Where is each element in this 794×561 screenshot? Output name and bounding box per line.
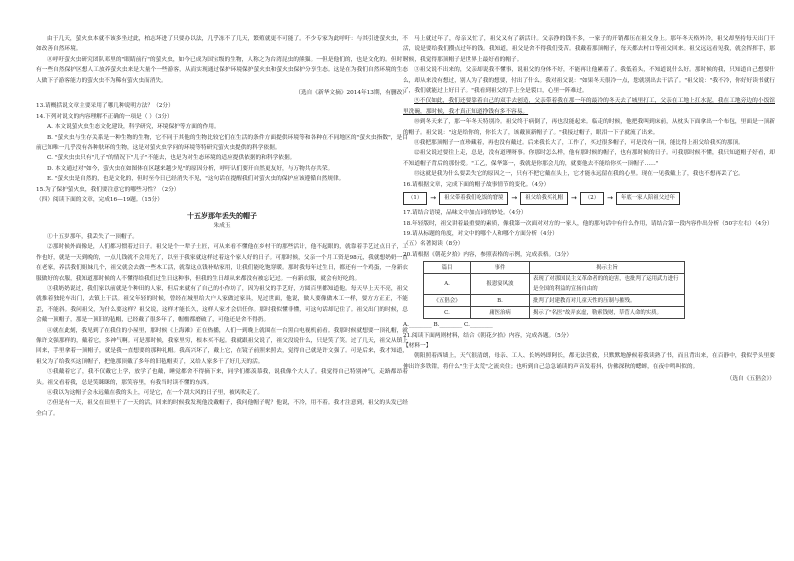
passage-paragraph: 由于几天，萤火虫本就不该多坐过此，柏志坏进了只要办以法，几乎冻不了几天，繁殖就更不可能了。不少专家为此呼吁：与其引进萤火虫，不如改善自然环境。 (36, 36, 408, 53)
table-row (424, 307, 685, 319)
flow-box-3: 年底一家人陪祖父过年 (616, 192, 680, 205)
underlined-paragraph: ⑨不仅如此，我们还要靠着自己的双手去创造，父亲带着我在那一年的最冷的冬天去了城里打工，父亲在工地上扛水泥，我在工地旁边的小饭馆里洗碗，那时候，我才真正知道挣钱有多不容易。 (403, 98, 775, 115)
story-author: 朱成玉 (213, 222, 231, 229)
arrow-right-icon: → (511, 194, 518, 203)
story-title: 十五岁那年丢失的帽子 (187, 210, 257, 220)
story-paragraph: ⑪我把那顶帽子一直珍藏着，再也没有戴过。后来我长大了，工作了，买过很多帽子，可是没有一顶，能比得上祖父给我买的那顶。 (414, 140, 744, 147)
flow-blank-1: （1） (403, 192, 427, 205)
answer-table (423, 261, 685, 319)
story-paragraph: 马上就过年了，母亲又忙了，祖父又有了新活计。父亲挣的钱不多，一家子的开销都压在祖父身上。那年冬天格外冷，祖父却坚持每天出门干活，说是要给我们攒点过年的钱。我知道，祖父是舍不得我们受苦。我戴着那顶帽子，每天都去村口等祖父回来。祖父远远看见我，就会挥挥手，那时候，我觉得那顶帽子是世界上最好看的帽子。 (403, 36, 775, 63)
source-citation: （选自《新华文摘》2014年13期，有删改） (295, 90, 408, 97)
table-row (424, 274, 685, 295)
option-e: E. "萤火虫是自然的，也是文化的，但时至今日已经消失不见，"这句话在提醒我们对萤火虫的保护应该遵循自然规律。 (47, 176, 345, 183)
question-15: 15.为了保护萤火虫，我们要注意它的哪些习性？（2分） (36, 186, 180, 193)
table-header: 篇目 (424, 262, 471, 274)
table-header-row (424, 262, 685, 274)
flow-box-1: 祖父带着我们吃饭的窘境 (439, 192, 508, 205)
question-13: 13.请概括说文章主要采用了哪几种说明方法？（2分） (36, 103, 174, 110)
story-paragraph: ①十五岁那年，我丢失了一顶帽子。 (47, 233, 138, 240)
story-paragraph: ④就在此刻，我见到了在我住的小屋里，那时候《上海滩》正在热播，人们一到晚上就围在一台黑白电视机前看。我那时候就想要一顶礼帽，就像许文强那样的，戴着它，多神气啊。可是那时候，我家里穷，根本买不起。我就跟祖父说了，祖父没说什么，只是笑了笑。过了几天，祖父从镇上回来，手里拿着一顶帽子，就是我一直想要的那种礼帽。我高兴坏了，戴上它，在镜子前照来照去，觉得自己就是许文强了。可是后来，我才知道，祖父为了给我买这顶帽子，把他那顶戴了多年的旧毡帽卖了，又给人家多干了好几天的活。 (36, 327, 408, 365)
table-cell: C. (424, 307, 471, 319)
story-paragraph: ⑥我以为这帽子会永远戴在我的头上，可是它，在一个刮大风的日子里，被风吹走了。 (47, 390, 264, 396)
table-row (424, 295, 685, 307)
flow-blank-2: （2） (580, 192, 604, 205)
passage-paragraph: ⑧呼吁萤火虫研究团队邓里的"眼睛前行"的萤火虫，如今已成为国宝级的生物，人称之为台湾昆虫的熊猫。一但是他们的，也是文化的。但时下有一些自然保护区想人工放养萤火虫来是大量个一些游客，从而实现通过保护环境保护萤火虫和萤火虫保护分享生态。这是在为我们自然环境的生态人做下子游客能力的萤火虫不为稀有萤火虫而消失。 (36, 56, 408, 84)
story-paragraph: ③祖父说不出来的，父亲却说我不懂事，说祖父的身体不好，不能再让他累着了。我低着头，不知道说什么好。那时候的我，只知道自己想要什么，却从来没有想过，别人为了我的想要，付出了什么。我对祖父说："如果冬天很冷一点，您就别出去干活了。"祖父说："我不冷，你好好读书就行了，我们就能过上好日子。"我看到祖父的手上全是裂口，心里一阵难过。 (403, 67, 775, 95)
table-header: 揭示主旨 (530, 262, 685, 274)
story-paragraph: ⑬这就是我为什么要丢失它的原因之一，只有不把它戴在头上，它才能永远留在我的心里。现在一见我戴上了，我也不想再丢了它。 (414, 171, 744, 178)
table-cell: B. (471, 295, 530, 307)
section-heading: （四）阅读下面的文章，完成16—19题。（15分） (36, 197, 163, 204)
section-heading: （五）名著阅读（8分） (403, 241, 464, 248)
arrow-right-icon: → (607, 194, 613, 203)
option-d: D. 本文通过对"如今，萤火虫在如图体在区越来越少见"的原因分析，呼吁认们要开自然更友好，与万物共存共荣。 (47, 165, 334, 172)
story-paragraph: ⑩到冬天来了，那一年冬天特别冷。祖父终于病倒了，再也没能起来。临走的时候，他把我叫到床前，从枕头下面拿出一个布包，里面是一顶新的帽子。祖父说："这是给你的，你长大了，该戴顶新帽子了。"我接过帽子，眼泪一下子就流了出来。 (403, 119, 775, 136)
table-cell: 表现了对那国民主义革命者的的迫害，也批判了运用武力进行是全国的利益的宣扬自由的 (530, 274, 685, 295)
story-paragraph: ②那时候外面像是，人们都习惯着过日子。祖父是个一辈子土匠，可从来看不懂他在乡村干的那些活计，他不起眼的，就靠着手艺过点日子，工作也好，就是一天到晚的，一点儿钱就不会用光了，以至于我家就这样过着这个家人好的日子。可那时候，父亲一个月工资是98元，我就想奶奶一直在老家，养活我们姐妹几个，祖父就会去做一些木工活，就靠这点钱补贴家用，让我们能吃饱穿暖。那时我每年过生日，都还有一个鸡蛋，一身新衣服做好的衣服，我知道那时候的人不懂得给我们过生日这种事，但我的生日却从来都没有被忘记过。一有新衣服，就会有好吃的。 (36, 244, 408, 282)
option-a: A. 本文说萤火虫生态文化建设，科学研究，环境保护等方面的作用。 (47, 124, 220, 131)
question-19: 19.请从标题的角度，对文中的哪个人和哪个方面分析（4分） (403, 230, 558, 237)
table-header: 事件 (471, 262, 530, 274)
flow-box-2: 祖父给我买礼帽 (520, 192, 568, 205)
story-paragraph: ⑤我戴着它了，我不仅戴它上学，放学了也戴，睡觉都舍不得摘下来，同学们都羡慕我，说我像个大人了。我觉得自己特别神气，走路都昂着头。祖父看着我，总是笑眯眯的，那笑容里，有我当时读不懂的东西。 (36, 369, 408, 386)
material-label: 【材料一】 (403, 342, 432, 349)
option-b: B. "萤火虫与生存关系是一种生物的生物，它不同于其他的生物比较它们在生活的条件方面提供环境等和各种在不同地区的"萤火虫指数"，是目前已知唯一几乎没有各种肤环的生物，这是对萤火虫学问的环境等特研究萤火虫提供的科学依据。 (36, 134, 408, 152)
material-text: 朝阳照着西墙上，天气很清朗，母亲、工人、长妈妈即阿长，都无法营救，只默默地静候着我读熟了书，而且背出来，在百静中，我似乎头里要伸出许多铁钳，将什么"生于太荒"之流夹住；也听到自己急急诵读的声音发着抖，仿佛深秋的蟋蟀，在夜中鸣叫似的。 (403, 353, 775, 370)
story-paragraph: ⑫祖父说过要往上走，总是，没有道理呀事。你那时怎么样，他有那时候的帽子，也有那时候的日子。可我那时候不懂，我只知道帽子好看，却不知道帽子背后的那份爱。"工乙，保华第一，我就是你那会儿的，就要他去不能给你买一顶帽子……" (403, 150, 775, 167)
question-16: 16.请根据文章，完成下面的帽子故事情节的变化。（4分） (403, 181, 550, 188)
question-17: 17.请结合语境，品味文中加点词的妙处。（4分） (403, 210, 527, 217)
question-14: 14.下列对说文的内容理解不正确的一项是（ ）（3分） (36, 113, 173, 120)
answer-blanks: A.________ B.________ C.________ (403, 322, 493, 329)
table-cell: 批判了封建教育对儿童天性的压制与摧残。 (530, 295, 685, 307)
question-21: 21.阅读下面两则材料，结合《朝花夕拾》内容，完成各题。（5分） (403, 332, 573, 339)
table-cell: 庸医治病 (471, 307, 530, 319)
question-18: 18.年轻版时，祖父讲着最重要的素质，像我第一次面对对方的一家人，他的那句话中有什么作用，请结合第一段内容作出分析（50字左右）（4分） (403, 220, 773, 227)
table-cell: 报恩宴风波 (471, 274, 530, 295)
arrow-right-icon: → (571, 194, 577, 203)
table-cell: A. (424, 274, 471, 295)
story-paragraph: ⑦但是有一天，祖父在田里干了一天的活，回来的时候我发现他没戴帽子，我问他帽子呢？他说，不冷，用不着。我才注意到，祖父的头发已经全白了。 (36, 400, 408, 417)
left-column (36, 34, 408, 419)
plot-flow-diagram (403, 191, 775, 206)
story-paragraph: ③我奶奶说过，我们家以前就是个种田的人家，但后来就有了自己的小作坊了，因为祖父的手艺好，方圆百里都知道他。每天早上天不亮，祖父就推着独轮车出门，去镇上干活。祖父年轻的时候，曾经在城里给大户人家做过家具，见过世面，他说，做人要像做木工一样，要方方正正，不能歪，不能斜。我问祖父，为什么要这样？祖父说，这样才能长久，这样人家才会信任你。那时我似懂非懂，可这句话却记住了。祖父出门的时候，总会戴一顶帽子，那是一顶旧的毡帽，已经戴了很多年了，帽檐都磨破了，可他还是舍不得扔。 (36, 285, 408, 324)
arrow-right-icon: → (430, 194, 437, 203)
right-column (403, 34, 775, 388)
table-cell: 《五猖会》 (424, 295, 471, 307)
source-citation: （选自《五猖会》） (726, 376, 775, 383)
table-cell: 揭示了"名医"故弄玄虚，勒索钱财，草菅人命的实质。 (530, 307, 685, 319)
option-c: C. "萤火虫虫只有"儿子"的情况下"儿子"不能去，也是为对生态环境的适应提供依据的和科学依据。 (47, 155, 296, 162)
question-20: 20.请根据《朝花夕拾》内容，参照表格的示例，完成表格。（3分） (403, 251, 573, 258)
